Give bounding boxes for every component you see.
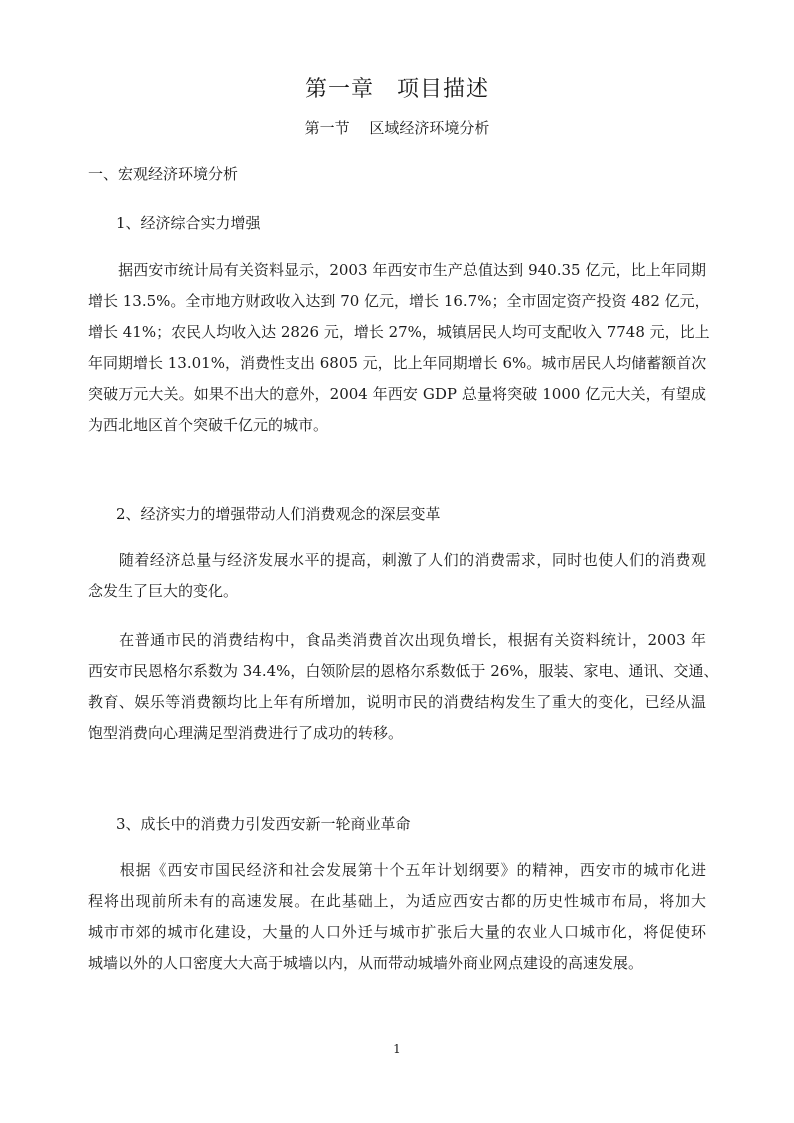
subheading-3: 3、成长中的消费力引发西安新一轮商业革命 [116, 815, 411, 833]
paragraph-line: 随着经济总量与经济发展水平的提高，刺激了人们的消费需求，同时也使人们的消费观 [88, 551, 706, 569]
paragraph-economic-strength [88, 255, 710, 441]
paragraph-line: 城墙以外的人口密度大大高于城墙以内，从而带动城墙外商业网点建设的高速发展。 [88, 954, 644, 972]
paragraph-line: 念发生了巨大的变化。 [88, 582, 239, 600]
chapter-title: 第一章 项目描述 [304, 77, 489, 102]
paragraph-line: 据西安市统计局有关资料显示，2003 年西安市生产总值达到 940.35 亿元，比上年同期 [88, 261, 706, 279]
paragraph-line: 程将出现前所未有的高速发展。在此基础上，为适应西安古都的历史性城市布局，将加大 [88, 892, 706, 910]
paragraph-line: 在普通市民的消费结构中，食品类消费首次出现负增长，根据有关资料统计，2003 年 [88, 631, 706, 649]
paragraph-line: 增长 13.5%。全市地方财政收入达到 70 亿元，增长 16.7%；全市固定资产投资 482 亿元， [88, 292, 710, 310]
paragraph-line: 西安市民恩格尔系数为 34.4%，白领阶层的恩格尔系数低于 26%，服装、家电、通讯、交通、 [88, 662, 719, 680]
heading-macro-economy: 一、宏观经济环境分析 [88, 165, 239, 183]
paragraph-commercial-revolution [88, 855, 706, 979]
subheading-1: 1、经济综合实力增强 [116, 214, 261, 232]
subheading-2: 2、经济实力的增强带动人们消费观念的深层变革 [116, 505, 441, 523]
paragraph-line: 教育、娱乐等消费额均比上年有所增加，说明市民的消费结构发生了重大的变化，已经从温 [88, 693, 706, 711]
paragraph-line: 根据《西安市国民经济和社会发展第十个五年计划纲要》的精神，西安市的城市化进 [88, 861, 706, 879]
paragraph-line: 增长 41%；农民人均收入达 2826 元，增长 27%，城镇居民人均可支配收入 7748 元，比上 [88, 323, 710, 341]
page-number: 1 [393, 1042, 401, 1056]
paragraph-consumption-concept [88, 545, 706, 607]
paragraph-line: 城市市郊的城市化建设，大量的人口外迁与城市扩张后大量的农业人口城市化，将促使环 [88, 923, 706, 941]
section-title: 第一节 区域经济环境分析 [304, 119, 490, 137]
paragraph-line: 饱型消费向心理满足型消费进行了成功的转移。 [88, 724, 404, 742]
paragraph-consumption-structure [88, 625, 719, 749]
paragraph-line: 突破万元大关。如果不出大的意外，2004 年西安 GDP 总量将突破 1000 亿元大关，有望成 [88, 385, 706, 403]
paragraph-line: 为西北地区首个突破千亿元的城市。 [88, 416, 329, 434]
paragraph-line: 年同期增长 13.01%，消费性支出 6805 元，比上年同期增长 6%。城市居民人均储蓄额首次 [88, 354, 707, 372]
